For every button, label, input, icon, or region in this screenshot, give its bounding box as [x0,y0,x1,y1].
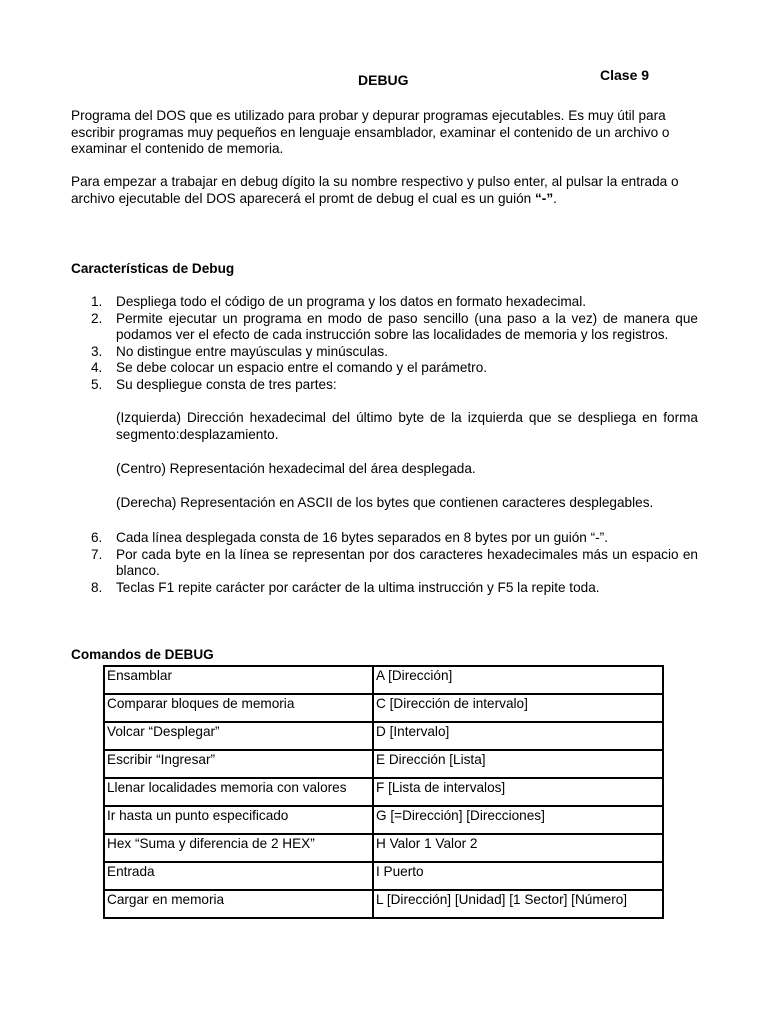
commands-table [103,665,664,919]
list-item-text: Su despliegue consta de tres partes: [116,376,337,392]
document-title: DEBUG [358,72,409,88]
list-item-text: Despliega todo el código de un programa y los datos en formato hexadecimal. [116,294,587,309]
command-name-cell: Cargar en memoria [104,890,373,918]
list-item [71,580,698,597]
command-syntax-cell: H Valor 1 Valor 2 [373,834,663,862]
intro-paragraph: Programa del DOS que es utilizado para probar y depurar programas ejecutables. Es muy útil para escribir programas muy pequeños en lenguaje ensamblador, examinar el contenido de un archivo o examinar el contenido de memoria. [71,108,670,156]
features-list-continued [71,530,698,596]
prompt-paragraph-end: . [553,190,557,206]
prompt-paragraph-text: Para empezar a trabajar en debug dígito la su nombre respectivo y pulso enter, al pulsar la entrada o archivo ejecutable del DOS aparecerá el promt de debug el cual es un guión [71,174,679,206]
display-part-right: (Derecha) Representación en ASCII de los bytes que contienen caracteres desplegables. [116,495,654,510]
list-item [71,530,698,547]
command-syntax-cell: E Dirección [Lista] [373,750,663,778]
list-item-number: 4. [91,360,103,375]
table-row [104,890,663,918]
command-name-cell: Ir hasta un punto especificado [104,806,373,834]
command-syntax-cell: G [=Dirección] [Direcciones] [373,806,663,834]
list-item-number: 2. [91,310,103,326]
list-item-text: Cada línea desplegada consta de 16 bytes separados en 8 bytes por un guión “-”. [116,530,608,545]
list-item [71,311,698,344]
features-heading: Características de Debug [71,261,235,276]
list-item-text: Por cada byte en la línea se representan por dos caracteres hexadecimales más un espacio en blanco. [116,546,698,578]
list-item-number: 6. [91,530,103,545]
command-syntax-cell: L [Dirección] [Unidad] [1 Sector] [Número] [373,890,663,918]
prompt-paragraph [71,174,706,207]
command-name-cell: Escribir “Ingresar” [104,750,373,778]
command-name-cell: Hex “Suma y diferencia de 2 HEX” [104,834,373,862]
list-item-number: 7. [91,546,103,562]
list-item-number: 3. [91,343,103,359]
commands-heading: Comandos de DEBUG [71,647,214,662]
display-part-left: (Izquierda) Dirección hexadecimal del último byte de la izquierda que se despliega en forma segmento:desplazamiento. [116,410,698,442]
list-item [71,294,698,311]
list-item-number: 8. [91,579,103,595]
command-syntax-cell: D [Intervalo] [373,722,663,750]
list-item-text: Permite ejecutar un programa en modo de paso sencillo (una paso a la vez) de manera que podamos ver el efecto de cada instrucción sobre las localidades de memoria y los registros. [116,310,698,342]
list-item [71,360,698,377]
command-name-cell: Volcar “Desplegar” [104,722,373,750]
table-row [104,862,663,890]
command-syntax-cell: F [Lista de intervalos] [373,778,663,806]
list-item-text: No distingue entre mayúsculas y minúsculas. [116,343,389,359]
list-item [71,344,698,361]
table-row [104,778,663,806]
features-list [71,294,698,393]
table-row [104,694,663,722]
list-item-text: Teclas F1 repite carácter por carácter de la ultima instrucción y F5 la repite toda. [116,579,600,595]
list-item-number: 5. [91,376,103,392]
command-syntax-cell: A [Dirección] [373,666,663,694]
table-row [104,834,663,862]
prompt-symbol: “-” [535,190,554,206]
list-item [71,377,698,394]
command-name-cell: Ensamblar [104,666,373,694]
display-part-center: (Centro) Representación hexadecimal del área desplegada. [116,461,476,476]
command-syntax-cell: I Puerto [373,862,663,890]
command-name-cell: Llenar localidades memoria con valores [104,778,373,806]
table-row [104,666,663,694]
command-name-cell: Entrada [104,862,373,890]
table-row [104,722,663,750]
list-item [71,547,698,580]
command-name-cell: Comparar bloques de memoria [104,694,373,722]
command-syntax-cell: C [Dirección de intervalo] [373,694,663,722]
table-row [104,750,663,778]
list-item-text: Se debe colocar un espacio entre el comando y el parámetro. [116,360,488,375]
class-label: Clase 9 [600,67,650,83]
table-row [104,806,663,834]
list-item-number: 1. [91,294,103,309]
